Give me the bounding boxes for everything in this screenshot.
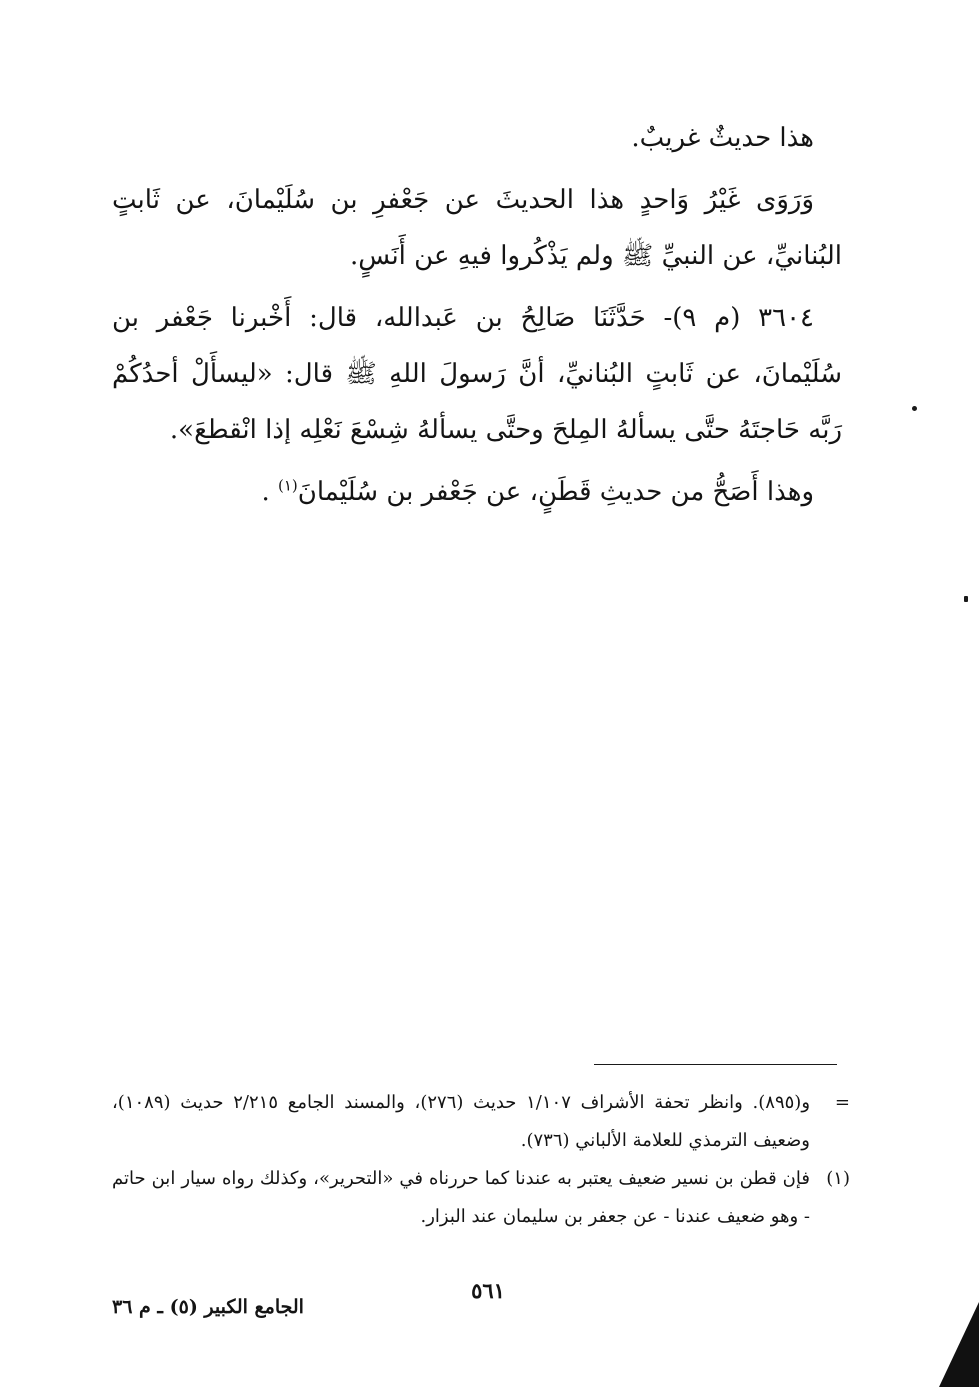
footnote-divider xyxy=(594,1064,837,1065)
hadith-3604: ٣٦٠٤ (م ٩)- حَدَّثَنَا صَالِحُ بن عَبدالله، قال: أَخْبرنا جَعْفر بن سُلَيْمانَ، عن ثَابتٍ البُنانيِّ، أنَّ رَسولَ اللهِ ﷺ قال: «ليسأَلْ أحدُكُمْ رَبَّه حَاجتَهُ حتَّى يسألهُ المِلحَ وحتَّى يسألهُ شِسْعَ نَعْلِه إذا انْقطعَ». xyxy=(112,303,842,445)
authenticity-text: وهذا أَصَحُّ من حديثِ قَطَنٍ، عن جَعْفر بن سُلَيْمانَ xyxy=(297,477,814,507)
paragraph-narration-note: وَرَوَى غَيْرُ وَاحدٍ هذا الحديثَ عن جَعْفرِ بن سُلَيْمانَ، عن ثَابتٍ البُنانيِّ، عن النبيِّ ﷺ ولم يَذْكُروا فيهِ عن أَنَسٍ. xyxy=(112,185,842,271)
footnotes xyxy=(112,1084,850,1236)
scan-speck xyxy=(964,596,968,602)
scan-edge-shadow xyxy=(939,1302,979,1387)
footnote-marker: = xyxy=(834,1092,850,1113)
main-text xyxy=(112,110,842,526)
paragraph-authenticity xyxy=(112,464,842,520)
authenticity-end: . xyxy=(261,477,270,507)
paragraph-gharib: هذا حديثٌ غريبٌ. xyxy=(631,123,814,153)
volume-signature: الجامع الكبير (٥) ـ م ٣٦ xyxy=(112,1296,304,1318)
footnote-text: فإن قطن بن نسير ضعيف يعتبر به عندنا كما حررناه في «التحرير»، وكذلك رواه سيار ابن حاتم - وهو ضعيف عندنا - عن جعفر بن سليمان عند البزار. xyxy=(112,1168,810,1227)
footnote-1 xyxy=(112,1160,850,1236)
page-number: ٥٦١ xyxy=(471,1278,505,1303)
footnote-continuation xyxy=(112,1084,850,1160)
footnote-text: و(٨٩٥). وانظر تحفة الأشراف ١/١٠٧ حديث (٢٧٦)، والمسند الجامع ٢/٢١٥ حديث (١٠٨٩)، وضعيف الترمذي للعلامة الألباني (٧٣٦). xyxy=(112,1092,811,1151)
scan-speck xyxy=(912,406,917,411)
footnote-marker: (١) xyxy=(826,1168,850,1189)
footnote-reference: (١) xyxy=(278,476,298,495)
